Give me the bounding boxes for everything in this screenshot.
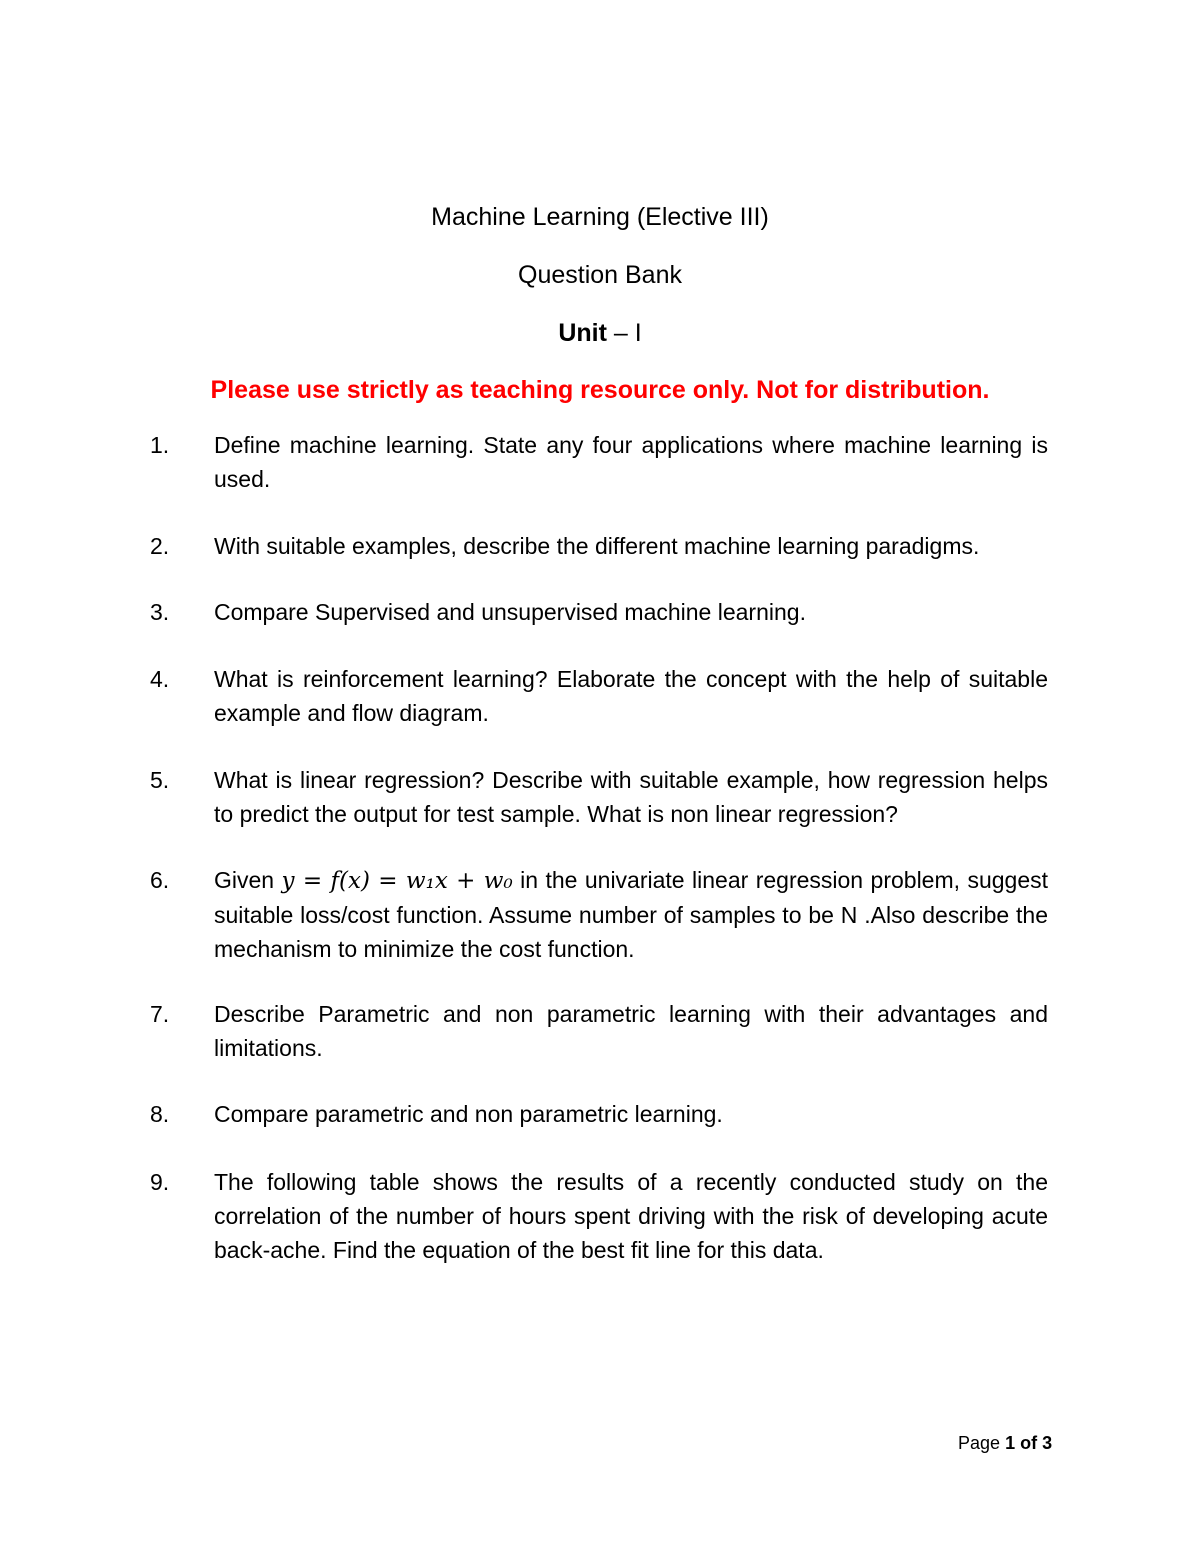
question-text: Compare Supervised and unsupervised machine learning.	[214, 599, 806, 625]
document-title: Machine Learning (Elective III)	[431, 203, 769, 231]
question-text	[214, 863, 1048, 966]
question-number: 6.	[150, 867, 170, 893]
document-subtitle: Question Bank	[518, 261, 682, 289]
distribution-notice: Please use strictly as teaching resource only. Not for distribution.	[210, 376, 990, 404]
question-text: Describe Parametric and non parametric learning with their advantages and limitations.	[214, 1001, 1048, 1061]
question-8	[150, 1097, 1048, 1131]
unit-number: – I	[606, 319, 642, 347]
unit-heading	[0, 318, 1200, 348]
question-7	[150, 997, 1048, 1065]
question-1	[150, 428, 1048, 496]
question-prefix: Given	[214, 867, 282, 893]
question-2	[150, 529, 1048, 563]
page-footer	[958, 1432, 1052, 1454]
total-pages: 3	[1042, 1433, 1053, 1453]
question-number: 3.	[150, 599, 170, 625]
question-number: 8.	[150, 1101, 170, 1127]
question-number: 2.	[150, 533, 170, 559]
question-number: 9.	[150, 1169, 170, 1195]
of-word: of	[1020, 1433, 1038, 1453]
question-text: With suitable examples, describe the different machine learning paradigms.	[214, 533, 980, 559]
question-4	[150, 662, 1048, 730]
page-word: Page	[958, 1433, 1001, 1453]
current-page-number: 1	[1005, 1433, 1016, 1453]
question-number: 7.	[150, 1001, 170, 1027]
unit-label: Unit	[558, 319, 607, 347]
question-text: What is linear regression? Describe with suitable example, how regression helps to predict the output for test sample. What is non linear regression?	[214, 767, 1048, 827]
question-6	[150, 863, 1048, 966]
regression-equation: y = f(x) = w₁x + w₀	[281, 868, 513, 894]
question-number: 4.	[150, 666, 170, 692]
question-text: Define machine learning. State any four applications where machine learning is used.	[214, 432, 1048, 492]
question-9	[150, 1165, 1048, 1267]
question-number: 1.	[150, 432, 170, 458]
question-number: 5.	[150, 767, 170, 793]
question-text: Compare parametric and non parametric learning.	[214, 1101, 723, 1127]
question-5	[150, 763, 1048, 831]
question-3	[150, 595, 1048, 629]
question-text: What is reinforcement learning? Elaborate the concept with the help of suitable example and flow diagram.	[214, 666, 1048, 726]
question-text: The following table shows the results of a recently conducted study on the correlation of the number of hours spent driving with the risk of developing acute back-ache. Find the equation of the best fit line for this data.	[214, 1169, 1048, 1263]
question-body: in the univariate linear regression problem, suggest suitable loss/cost function. Assume number of samples to be N .Also describe the mechanism to minimize the cost function.	[214, 867, 1049, 962]
